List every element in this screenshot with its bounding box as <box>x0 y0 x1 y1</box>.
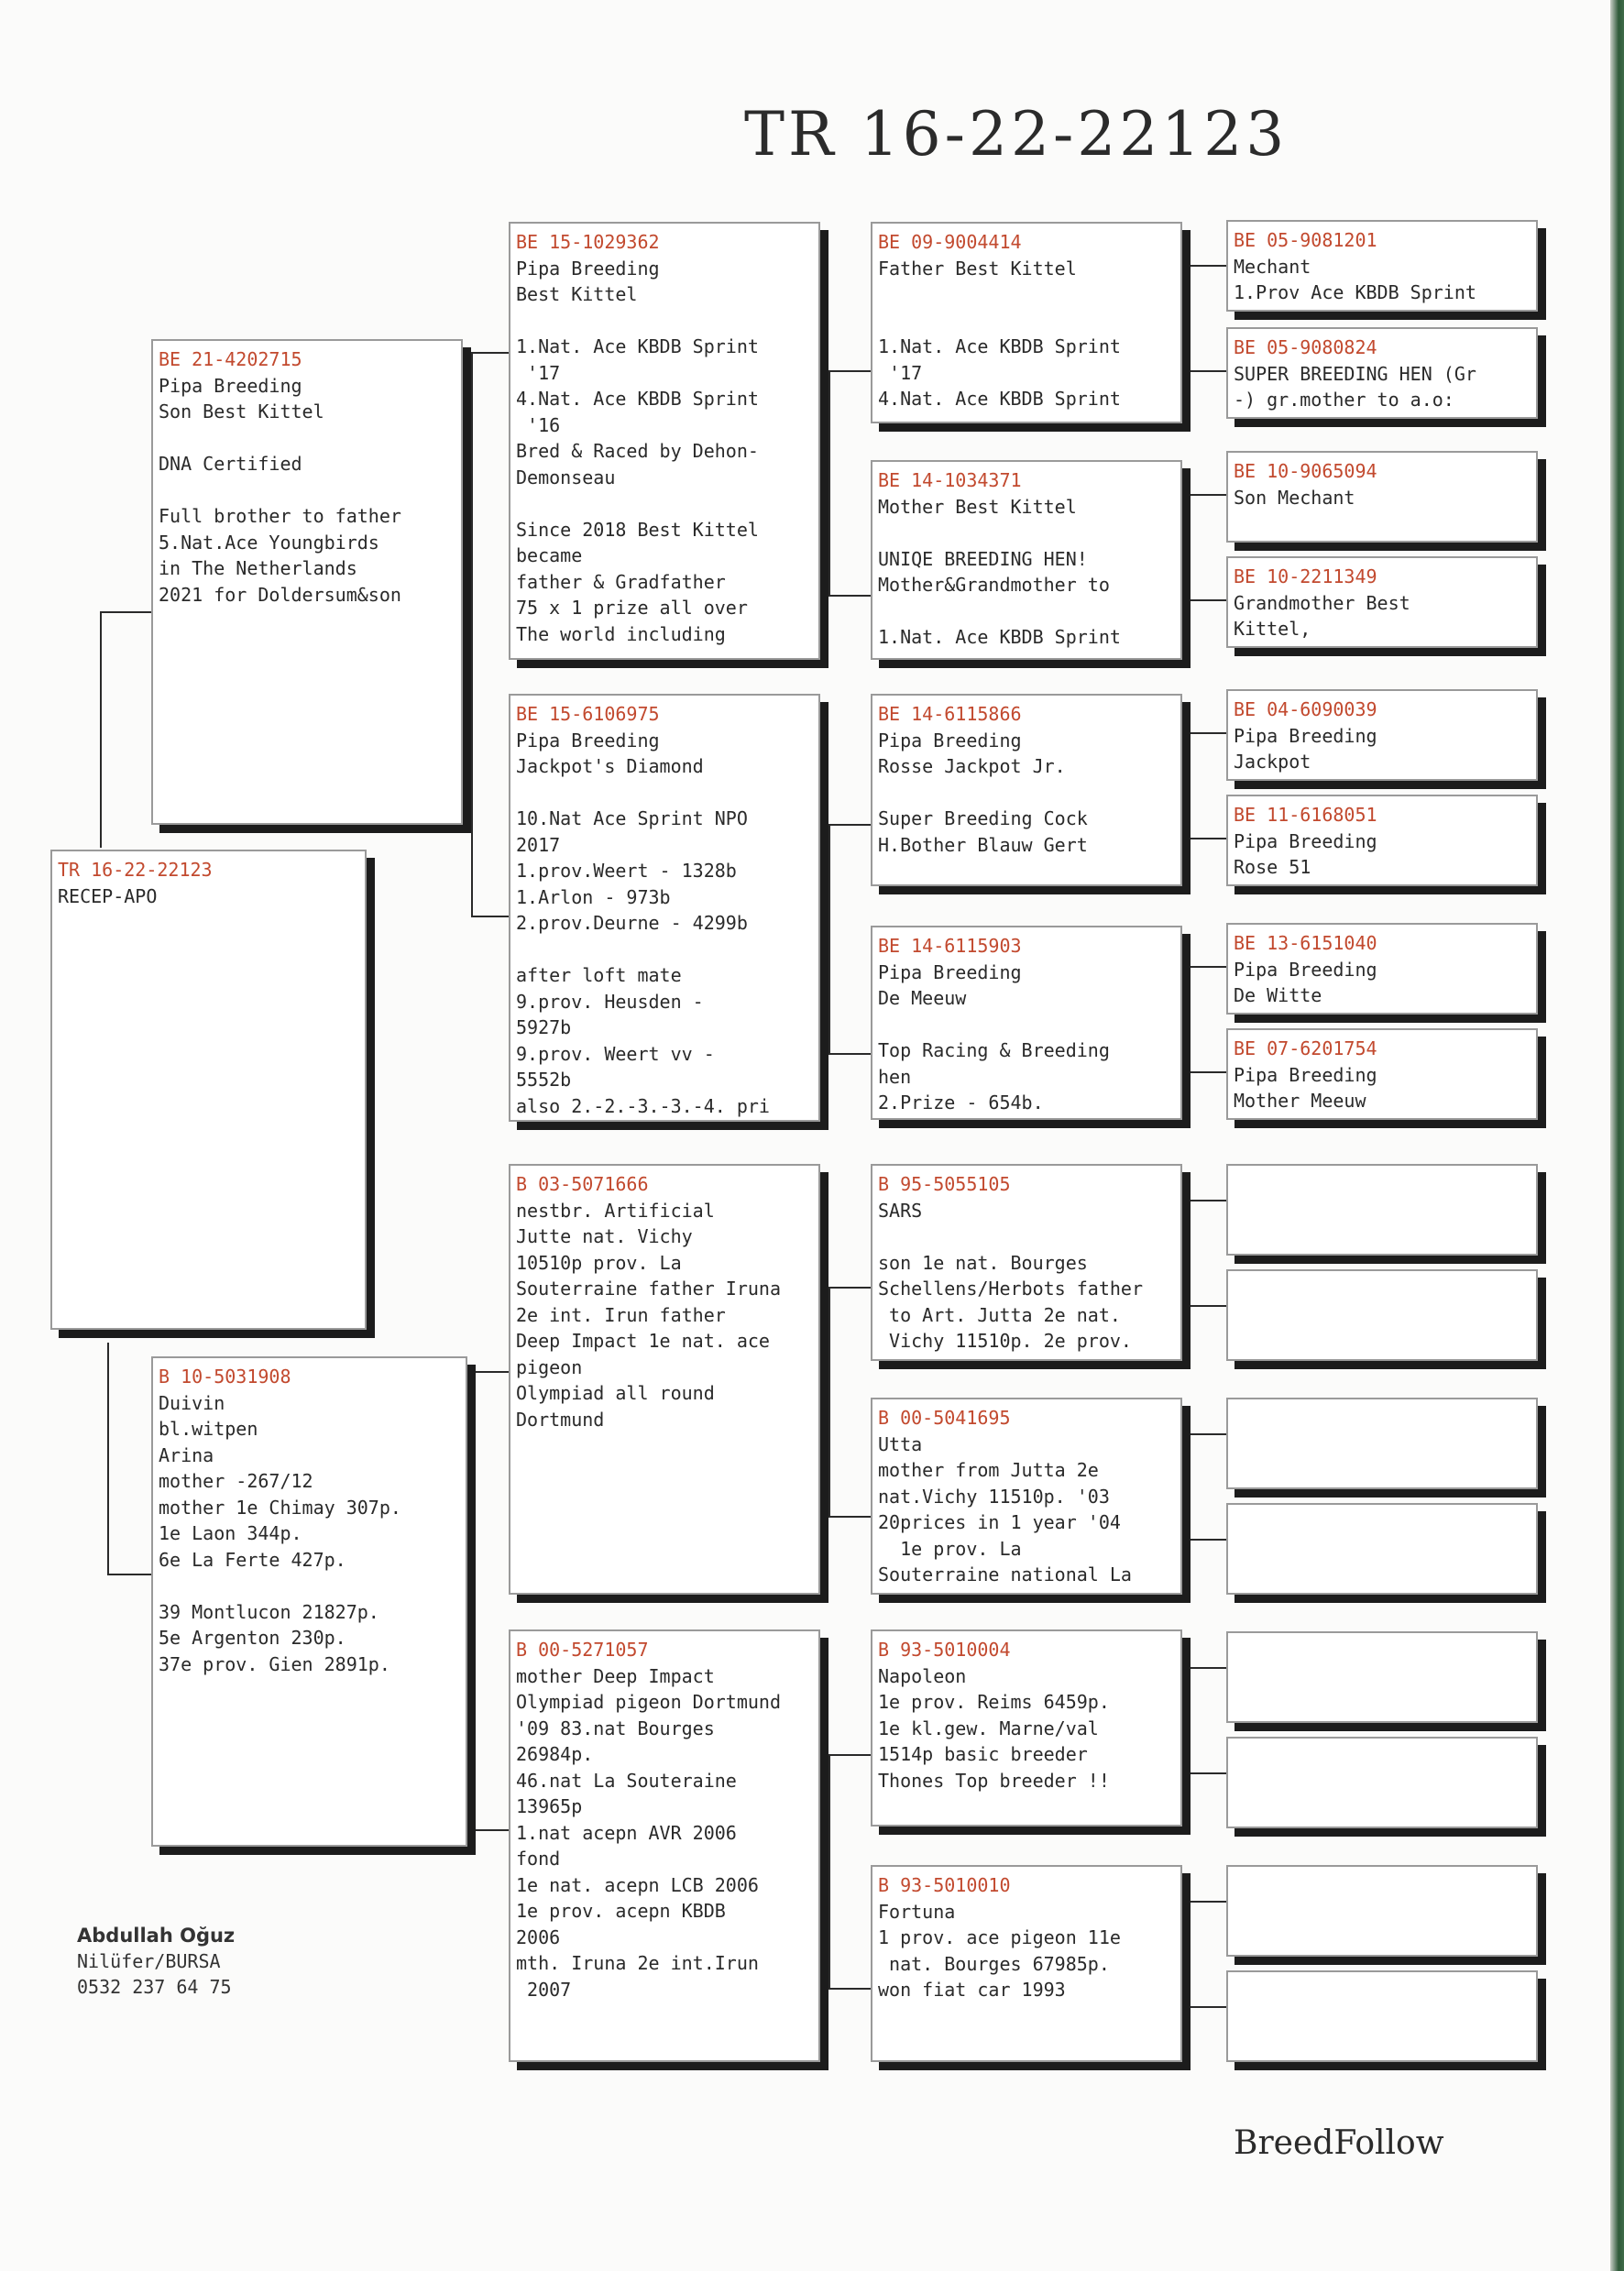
pedigree-text-line: Fortuna <box>878 1900 956 1923</box>
pedigree-text-line <box>516 937 813 963</box>
pedigree-text-line: 5e Argenton 230p. <box>159 1627 346 1649</box>
pedigree-text-line: in The Netherlands <box>159 557 357 579</box>
ggg-lines <box>1234 1062 1531 1114</box>
pedigree-text-line: mth. Iruna 2e int.Irun <box>516 1952 759 1974</box>
dam-card <box>151 1356 467 1847</box>
gg-lines <box>878 728 1175 859</box>
pedigree-text-line: Mother Meeuw <box>1234 1090 1366 1112</box>
pedigree-text-line: 10.Nat Ace Sprint NPO <box>516 807 748 829</box>
pedigree-text-line: mother 1e Chimay 307p. <box>159 1496 401 1519</box>
pedigree-text-line <box>878 780 1175 806</box>
owner-name: Abdullah Oğuz <box>77 1925 236 1947</box>
dam-ring: B 10-5031908 <box>159 1366 291 1388</box>
pedigree-text-line: Pipa Breeding <box>516 257 660 280</box>
pedigree-text-line: Jutte nat. Vichy <box>516 1225 693 1247</box>
sire-lines <box>159 373 455 609</box>
sire-ring: BE 21-4202715 <box>159 348 302 370</box>
pedigree-text-line: Souterraine national La <box>878 1563 1132 1585</box>
grandsire-maternal-ring: B 03-5071666 <box>516 1173 649 1195</box>
pedigree-text-line: 1.Nat. Ace KBDB Sprint <box>516 335 759 357</box>
owner-info <box>77 1923 235 2000</box>
pedigree-text-line: 2.prov.Deurne - 4299b <box>516 912 748 934</box>
pedigree-text-line: hen <box>878 1065 912 1088</box>
pedigree-text-line: 2e int. Irun father <box>516 1303 726 1326</box>
pedigree-text-line: Pipa Breeding <box>1234 958 1377 981</box>
pedigree-text-line: 1e kl.gew. Marne/val <box>878 1717 1099 1739</box>
pedigree-text-line: 1.Arlon - 973b <box>516 885 671 908</box>
ggg-ring: BE 07-6201754 <box>1234 1037 1377 1059</box>
pedigree-text-line: Demonseau <box>516 466 616 488</box>
pedigree-text-line <box>516 490 813 517</box>
pedigree-text-line: Deep Impact 1e nat. ace <box>516 1330 770 1352</box>
great-grandparent-card <box>871 1164 1182 1361</box>
subject-lines <box>58 883 359 910</box>
great-grandparent-card <box>871 694 1182 886</box>
pedigree-text-line: 4.Nat. Ace KBDB Sprint <box>878 388 1121 410</box>
pedigree-text-line: Jackpot's Diamond <box>516 755 704 777</box>
pedigree-text-line: 1 prov. ace pigeon 11e <box>878 1926 1121 1948</box>
owner-phone: 0532 237 64 75 <box>77 1976 232 1998</box>
grandsire-maternal-lines <box>516 1198 813 1433</box>
owner-city: Nilüfer/BURSA <box>77 1950 221 1972</box>
pedigree-text-line: Pipa Breeding <box>159 374 302 397</box>
pedigree-text-line: Bred & Raced by Dehon- <box>516 440 759 462</box>
pedigree-text-line: RECEP-APO <box>58 884 158 907</box>
pedigree-text-line: 37e prov. Gien 2891p. <box>159 1652 390 1675</box>
pedigree-text-line: Kittel, <box>1234 618 1311 640</box>
pedigree-text-line <box>878 1012 1175 1038</box>
pedigree-text-line: Pipa Breeding <box>1234 724 1377 747</box>
granddam-maternal-ring: B 00-5271057 <box>516 1639 649 1661</box>
pedigree-text-line: 2017 <box>516 833 561 856</box>
pedigree-text-line: '09 83.nat Bourges <box>516 1717 715 1739</box>
ggg-card <box>1226 451 1538 543</box>
pedigree-text-line: mother -267/12 <box>159 1470 313 1492</box>
pedigree-text-line: '17 <box>516 361 561 384</box>
pedigree-text-line: Schellens/Herbots father <box>878 1278 1143 1300</box>
pedigree-text-line: 26984p. <box>516 1743 594 1765</box>
ggg-card-empty <box>1226 1164 1538 1256</box>
pedigree-text-line: Jackpot <box>1234 751 1311 773</box>
pedigree-text-line: Father Best Kittel <box>878 257 1077 280</box>
pedigree-text-line: H.Bother Blauw Gert <box>878 833 1088 856</box>
pedigree-text-line: '17 <box>878 361 923 384</box>
granddam-maternal-card <box>509 1629 820 2062</box>
ggg-card-empty <box>1226 1503 1538 1595</box>
gg-ring: BE 14-6115866 <box>878 703 1022 725</box>
granddam-paternal-card <box>509 694 820 1122</box>
pedigree-text-line: 20prices in 1 year '04 <box>878 1511 1121 1533</box>
great-grandparent-card <box>871 926 1182 1120</box>
pedigree-text-line: Arina <box>159 1443 214 1466</box>
ggg-lines <box>1234 723 1531 775</box>
gg-ring: B 93-5010004 <box>878 1639 1011 1661</box>
gg-ring: B 95-5055105 <box>878 1173 1011 1195</box>
ggg-card-empty <box>1226 1631 1538 1723</box>
pedigree-text-line: 13965p <box>516 1795 583 1817</box>
pedigree-text-line: became <box>516 544 583 566</box>
pedigree-text-line: 1.Nat. Ace KBDB Sprint <box>878 626 1121 648</box>
pedigree-text-line: 1e prov. La <box>878 1537 1022 1560</box>
pedigree-text-line: won fiat car 1993 <box>878 1979 1066 2001</box>
pedigree-text-line: father & Gradfather <box>516 570 726 593</box>
pedigree-text-line: Rosse Jackpot Jr. <box>878 755 1066 777</box>
ggg-ring: BE 05-9080824 <box>1234 336 1377 358</box>
pedigree-text-line: Duivin <box>159 1391 225 1414</box>
pedigree-text-line: 1e nat. acepn LCB 2006 <box>516 1873 759 1896</box>
ggg-lines <box>1234 485 1531 511</box>
pedigree-text-line: 9.prov. Weert vv - <box>516 1042 715 1065</box>
grandsire-paternal-card <box>509 222 820 660</box>
pedigree-text-line: 1e prov. Reims 6459p. <box>878 1691 1110 1713</box>
pedigree-text-line: 1.prov.Weert - 1328b <box>516 860 737 882</box>
gg-lines <box>878 1432 1175 1588</box>
pedigree-text-line: Mother&Grandmother to <box>878 574 1110 596</box>
pedigree-text-line <box>878 598 1175 625</box>
pedigree-text-line: 1.nat acepn AVR 2006 <box>516 1821 737 1844</box>
grandsire-paternal-lines <box>516 256 813 648</box>
pedigree-text-line: Souterraine father Iruna <box>516 1278 781 1300</box>
pedigree-text-line <box>878 281 1175 308</box>
pedigree-text-line: Olympiad pigeon Dortmund <box>516 1691 781 1713</box>
granddam-paternal-ring: BE 15-6106975 <box>516 703 660 725</box>
pedigree-text-line: Son Mechant <box>1234 486 1355 509</box>
gg-lines <box>878 1198 1175 1355</box>
ggg-card <box>1226 689 1538 781</box>
pedigree-text-line: 5552b <box>516 1069 572 1091</box>
pedigree-text-line <box>159 1573 460 1599</box>
pedigree-text-line: 6e La Ferte 427p. <box>159 1548 346 1571</box>
subject-card <box>50 850 367 1330</box>
pedigree-text-line: DNA Certified <box>159 453 302 475</box>
granddam-paternal-lines <box>516 728 813 1120</box>
gg-lines <box>878 1663 1175 1794</box>
pedigree-text-line: Since 2018 Best Kittel <box>516 518 759 541</box>
ggg-lines <box>1234 590 1531 642</box>
pedigree-text-line: Pipa Breeding <box>878 729 1022 752</box>
ggg-card-empty <box>1226 1865 1538 1957</box>
pedigree-text-line <box>878 520 1175 546</box>
gg-lines <box>878 494 1175 651</box>
grandsire-maternal-card <box>509 1164 820 1595</box>
pedigree-text-line: 1514p basic breeder <box>878 1743 1088 1765</box>
gg-ring: BE 14-1034371 <box>878 469 1022 491</box>
pedigree-text-line: De Meeuw <box>878 987 967 1009</box>
pedigree-text-line: Grandmother Best <box>1234 591 1410 614</box>
pedigree-text-line: 1.Nat. Ace KBDB Sprint <box>878 335 1121 357</box>
pedigree-text-line: The world including <box>516 622 726 645</box>
pedigree-text-line <box>159 425 455 452</box>
ggg-card-empty <box>1226 1737 1538 1828</box>
pedigree-text-line: also 2.-2.-3.-3.-4. pri <box>516 1094 770 1117</box>
pedigree-text-line: 1.Prov Ace KBDB Sprint <box>1234 281 1476 303</box>
pedigree-text-line: 2021 for Doldersum&son <box>159 583 401 606</box>
ggg-card <box>1226 923 1538 1015</box>
pedigree-text-line: Top Racing & Breeding <box>878 1039 1110 1061</box>
gg-ring: BE 14-6115903 <box>878 935 1022 957</box>
pedigree-text-line: Utta <box>878 1432 923 1455</box>
ggg-ring: BE 10-2211349 <box>1234 565 1377 587</box>
pedigree-text-line: 2006 <box>516 1925 561 1948</box>
ggg-card-empty <box>1226 1269 1538 1361</box>
pedigree-text-line: son 1e nat. Bourges <box>878 1251 1088 1274</box>
ggg-ring: BE 13-6151040 <box>1234 932 1377 954</box>
gg-lines <box>878 1899 1175 2003</box>
pedigree-text-line: UNIQE BREEDING HEN! <box>878 547 1088 570</box>
pedigree-text-line: 5.Nat.Ace Youngbirds <box>159 531 379 554</box>
sheet-edge <box>1610 0 1624 2271</box>
ggg-card-empty <box>1226 1398 1538 1489</box>
pedigree-text-line: Super Breeding Cock <box>878 807 1088 829</box>
pedigree-text-line: 1e Laon 344p. <box>159 1522 302 1544</box>
pedigree-text-line: Pipa Breeding <box>516 729 660 752</box>
pedigree-text-line: after loft mate <box>516 964 682 986</box>
ggg-lines <box>1234 957 1531 1009</box>
pedigree-text-line: 4.Nat. Ace KBDB Sprint <box>516 388 759 410</box>
pedigree-text-line: 1e prov. acepn KBDB <box>516 1900 726 1922</box>
ggg-lines <box>1234 361 1531 413</box>
pedigree-text-line: nestbr. Artificial <box>516 1199 715 1222</box>
pedigree-text-line: mother Deep Impact <box>516 1664 715 1687</box>
pedigree-text-line: Olympiad all round <box>516 1382 715 1404</box>
ggg-card-empty <box>1226 1970 1538 2062</box>
great-grandparent-card <box>871 1629 1182 1827</box>
breedfollow-logo: BreedFollow <box>1234 2124 1444 2162</box>
pedigree-text-line: Mother Best Kittel <box>878 495 1077 518</box>
pedigree-text-line: to Art. Jutta 2e nat. <box>878 1303 1121 1326</box>
ggg-ring: BE 04-6090039 <box>1234 698 1377 720</box>
pedigree-text-line: 46.nat La Souteraine <box>516 1769 737 1792</box>
pedigree-text-line: Best Kittel <box>516 283 638 305</box>
ggg-lines <box>1234 254 1531 306</box>
pedigree-text-line: Vichy 11510p. 2e prov. <box>878 1330 1132 1352</box>
gg-ring: B 93-5010010 <box>878 1874 1011 1896</box>
ggg-card <box>1226 327 1538 419</box>
pedigree-text-line: 10510p prov. La <box>516 1251 682 1274</box>
pedigree-text-line: 39 Montlucon 21827p. <box>159 1600 379 1623</box>
ggg-card <box>1226 220 1538 312</box>
pedigree-text-line: 5927b <box>516 1016 572 1038</box>
pedigree-text-line: -) gr.mother to a.o: <box>1234 389 1454 411</box>
pedigree-text-line: nat.Vichy 11510p. '03 <box>878 1485 1110 1508</box>
ggg-lines <box>1234 828 1531 881</box>
pedigree-text-line: Mechant <box>1234 255 1311 278</box>
pedigree-text-line: SARS <box>878 1199 923 1222</box>
pedigree-text-line: Pipa Breeding <box>1234 1063 1377 1086</box>
ggg-ring: BE 10-9065094 <box>1234 460 1377 482</box>
dam-lines <box>159 1390 460 1678</box>
pedigree-text-line: Napoleon <box>878 1664 967 1687</box>
ggg-card <box>1226 795 1538 886</box>
pedigree-text-line: nat. Bourges 67985p. <box>878 1952 1110 1975</box>
pedigree-text-line: bl.witpen <box>159 1418 258 1440</box>
ggg-ring: BE 11-6168051 <box>1234 804 1377 826</box>
subject-ring: TR 16-22-22123 <box>58 859 213 881</box>
great-grandparent-card <box>871 460 1182 660</box>
gg-lines <box>878 256 1175 412</box>
ggg-card <box>1226 556 1538 648</box>
pedigree-text-line: 2.Prize - 654b. <box>878 1092 1044 1114</box>
grandsire-paternal-ring: BE 15-1029362 <box>516 231 660 253</box>
gg-ring: BE 09-9004414 <box>878 231 1022 253</box>
great-grandparent-card <box>871 222 1182 423</box>
great-grandparent-card <box>871 1398 1182 1595</box>
pedigree-text-line <box>516 780 813 806</box>
pedigree-text-line: '16 <box>516 413 561 436</box>
page-title: TR 16-22-22123 <box>744 99 1289 170</box>
pedigree-text-line: Thones Top breeder !! <box>878 1769 1110 1792</box>
gg-lines <box>878 960 1175 1116</box>
pedigree-text-line: 2007 <box>516 1978 572 2001</box>
pedigree-text-line: Pipa Breeding <box>878 960 1022 983</box>
pedigree-text-line: Dortmund <box>516 1408 605 1431</box>
pedigree-text-line: Son Best Kittel <box>159 400 324 422</box>
pedigree-text-line: SUPER BREEDING HEN (Gr <box>1234 362 1476 385</box>
sire-card <box>151 339 463 825</box>
pedigree-text-line: pigeon <box>516 1355 583 1378</box>
pedigree-text-line: 9.prov. Heusden - <box>516 990 704 1013</box>
pedigree-text-line <box>516 308 813 335</box>
pedigree-text-line: De Witte <box>1234 984 1322 1006</box>
pedigree-text-line: mother from Jutta 2e <box>878 1459 1099 1481</box>
pedigree-text-line <box>878 308 1175 335</box>
pedigree-text-line: fond <box>516 1848 561 1870</box>
ggg-card <box>1226 1028 1538 1120</box>
granddam-maternal-lines <box>516 1663 813 2003</box>
pedigree-text-line <box>878 1223 1175 1250</box>
gg-ring: B 00-5041695 <box>878 1407 1011 1429</box>
great-grandparent-card <box>871 1865 1182 2062</box>
pedigree-text-line: Rose 51 <box>1234 856 1311 878</box>
ggg-ring: BE 05-9081201 <box>1234 229 1377 251</box>
pedigree-text-line: Full brother to father <box>159 505 401 527</box>
pedigree-text-line: Pipa Breeding <box>1234 829 1377 852</box>
pedigree-text-line: 75 x 1 prize all over <box>516 597 748 619</box>
pedigree-text-line <box>159 477 455 504</box>
